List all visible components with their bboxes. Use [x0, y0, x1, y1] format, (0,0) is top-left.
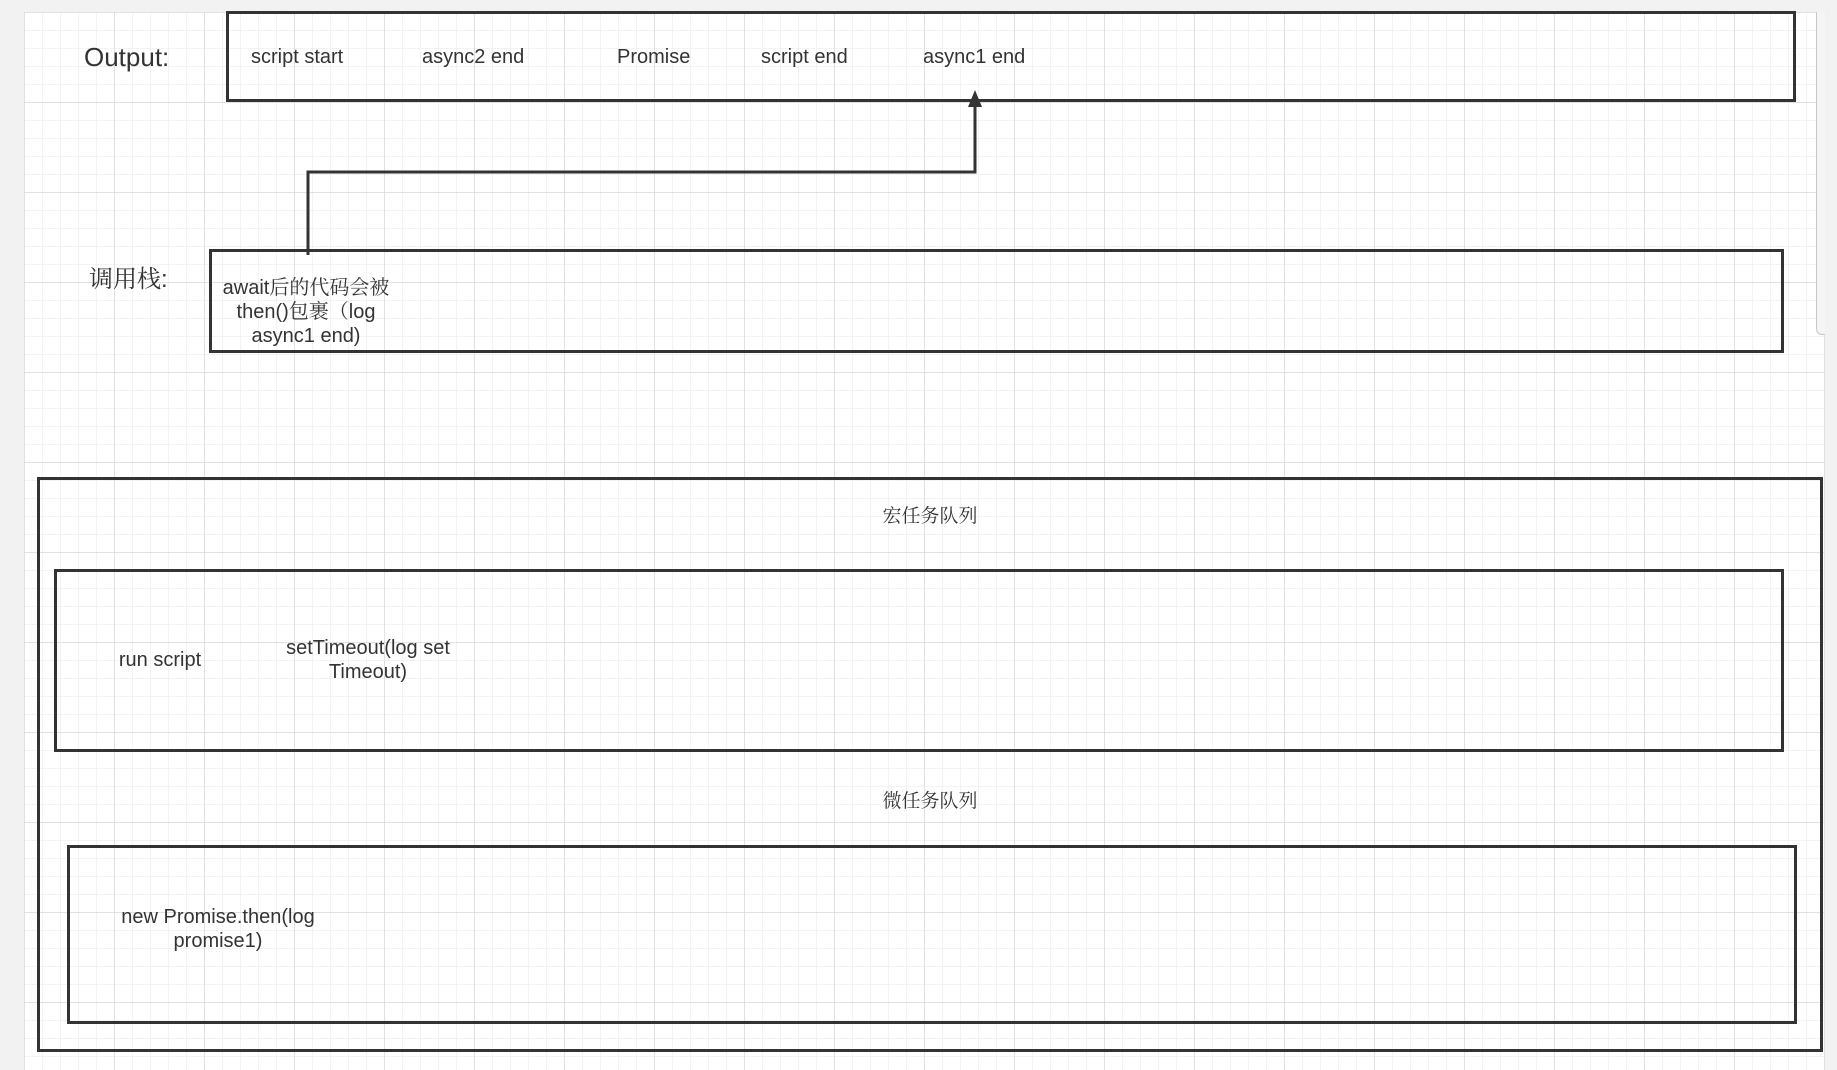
macro-task-item: setTimeout(log set Timeout) — [286, 637, 450, 683]
output-item: Promise — [617, 46, 691, 68]
output-item: async1 end — [923, 46, 1026, 68]
output-item: script start — [251, 46, 344, 68]
macro-task-queue-title: 宏任务队列 — [882, 506, 978, 527]
micro-task-item: new Promise.then(log promise1) — [121, 906, 315, 952]
micro-task-queue-title: 微任务队列 — [882, 791, 978, 812]
macro-task-item: run script — [118, 649, 202, 671]
canvas-scroll-handle[interactable] — [1816, 12, 1825, 335]
call-stack-label: 调用栈: — [89, 266, 168, 293]
output-item: script end — [761, 46, 848, 68]
call-stack-item: await后的代码会被then()包裹（log async1 end) — [222, 277, 390, 347]
output-item: async2 end — [422, 46, 525, 68]
output-label: Output: — [84, 42, 170, 72]
call-stack-box[interactable] — [209, 249, 1784, 353]
